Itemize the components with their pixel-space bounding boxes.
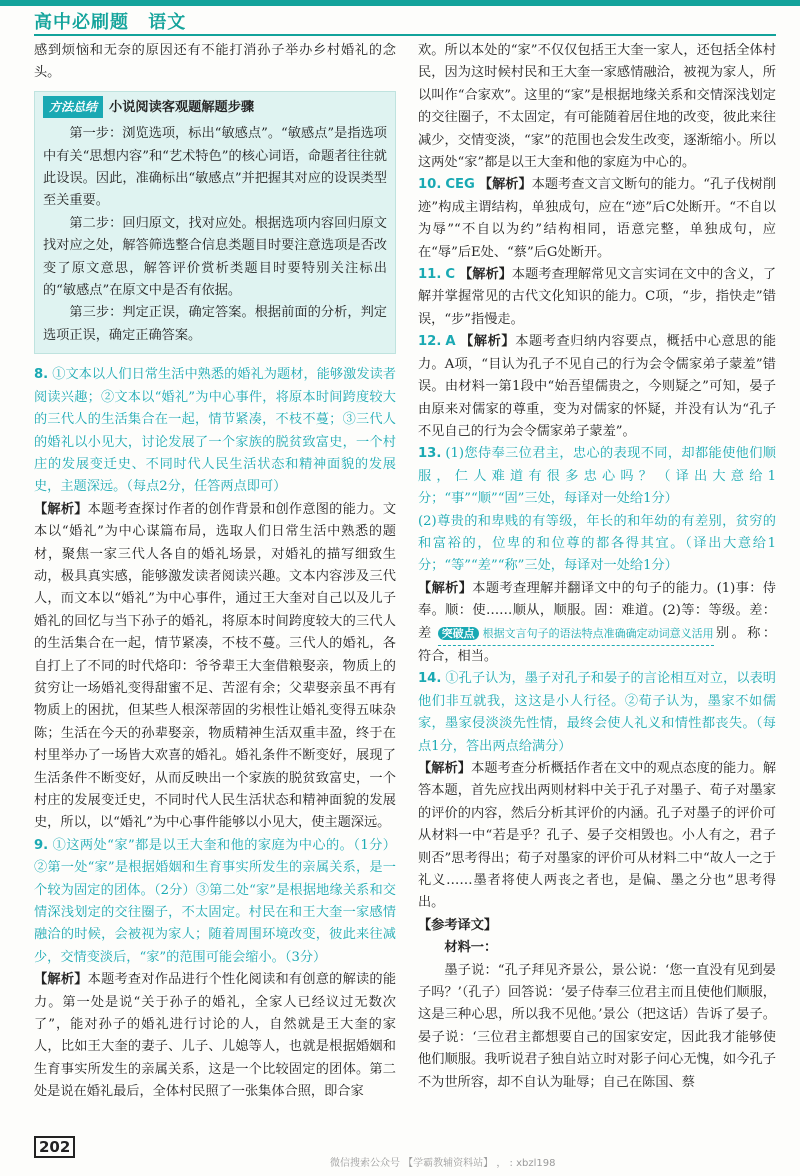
right-column <box>418 40 776 1094</box>
method-summary-title: 小说阅读客观题解题步骤 <box>109 99 255 115</box>
page-number: 202 <box>34 1136 75 1158</box>
material-one-label: 材料一： <box>444 940 498 956</box>
q9-number: 9. <box>34 837 49 853</box>
header-rule <box>34 34 776 36</box>
subject-label: 语文 <box>148 12 187 33</box>
method-step-2: 第二步：回归原文，找对应处。根据选项内容回归原文找对应之处，解答筛选整合信息类题目时要注意选项是否改变了原文意思，解答评价赏析类题目时要特别关注标出的“敏感点”在原文中是否有依据。 <box>43 215 387 299</box>
q8-number: 8. <box>34 367 49 383</box>
method-step-1: 第一步：浏览选项，标出“敏感点”。“敏感点”是指选项中有关“思想内容”和“艺术特色”的核心词语，命题者往往就此设误。因此，准确标出“敏感点”并把握其对应的设误类型至关重要。 <box>43 126 387 209</box>
q11-answer: C <box>445 267 456 283</box>
page-header <box>34 8 198 34</box>
q10-answer: CEG <box>445 177 475 193</box>
left-column <box>34 40 396 1104</box>
focus-badge: 突破点 <box>438 627 479 640</box>
focus-note: 突破点 根据文言句子的语法特点准确确定动词意义活用 <box>438 623 714 646</box>
top-color-bar <box>0 0 800 6</box>
q14-analysis: 【解析】本题考查分析概括作者在文中的观点态度的能力。解答本题，首先应找出两则材料中关于孔子对墨子、荀子对墨家的评价的内容，然后分析其评价的内涵。孔子对墨子的评价可从材料一中“若是乎？孔子、晏子交相毁也。小人有之，君子则否”思考得出；荀子对墨家的评价可从材料二中“故人一之于礼义……墨者将使人两丧之者也，是偏、墨之分也”思考得出。 <box>418 761 777 911</box>
method-summary-box <box>34 91 396 354</box>
q13-answer-2: (2)尊贵的和卑贱的有等级，年长的和年幼的有差别，贫穷的和富裕的，位卑的和位尊的都各得其宜。（译出大意给1分；“等”“差”“称”三处，每译对一处给1分） <box>418 513 776 574</box>
q10-item: 10. CEG 【解析】本题考查文言文断句的能力。“孔子伐树削迹”构成主谓结构，单独成句，应在“迹”后C处断开。“不自以为辱”“不自以为约”结构相同，语意完整，单独成句，应在“辱”后E处、“蔡”后G处断开。 <box>418 177 777 260</box>
q9-analysis: 【解析】本题考查对作品进行个性化阅读和有创意的解读的能力。第一处是说“关于孙子的婚礼，全家人已经议过无数次了”，能对孙子的婚礼进行讨论的人，自然就是王大奎的家人，比如王大奎的妻子、儿子、儿媳等人，也就是根据婚姻和生育事实所发生的亲属关系，这是一个比较固定的团体。第二处是说在婚礼最后，全体村民照了一张集体合照，即合家 <box>34 972 397 1100</box>
q9-analysis-cont: 欢。所以本处的“家”不仅仅包括王大奎一家人，还包括全体村民，因为这时候村民和王大奎一家感情融洽，被视为家人，所以叫作“合家欢”。这里的“家”是根据地缘关系和交情深浅划定的交往圈子，不太固定，有可能随着居住地的改变，彼此来往减少，交情变淡，“家”的范围也会发生改变，逐渐缩小。所以这两处“家”都是以王大奎和他的家庭为中心的。 <box>418 43 776 171</box>
q12-item: 12. A 【解析】本题考查归纳内容要点，概括中心意思的能力。A项，“目认为孔子不见自己的行为会令儒家弟子蒙羞”错误。由材料一第1段中“始吾望儒贵之，今则疑之”可知，晏子由原来对儒家的尊重，变为对儒家的怀疑，并没有认为“孔子不见自己的行为会令儒家弟子蒙羞”。 <box>418 334 777 439</box>
method-step-3: 第三步：判定正误，确定答案。根据前面的分析，判定选项正误，确定正确答案。 <box>43 305 387 343</box>
reference-translation-title: 【参考译文】 <box>418 917 498 933</box>
reference-translation-text: 墨子说：“孔子拜见齐景公，景公说：‘您一直没有见到晏子吗？’（孔子）回答说：‘晏子侍奉三位君主而且使他们顺服，这是三种心思，所以我不见他。’景公（把这话）告诉了晏子。晏子说：‘三位君主都想要自己的国家安定，因此我才能够使他们顺服。我听说君子独自站立时对影子问心无愧，如今孔子不为世所容，却不自认为耻辱；自己在陈国、蔡 <box>418 962 776 1090</box>
q9-answer: 9. ①这两处“家”都是以王大奎和他的家庭为中心的。（1分）②第一处“家”是根据婚姻和生育事实所发生的亲属关系，是一个较为固定的团体。（2分）③第二处“家”是根据地缘关系和交情深浅划定的交往圈子，不太固定。村民在和王大奎一家感情融洽的时候，会被视为家人；随着周围环境改变，彼此来往减少，交情变淡后，“家”的范围可能会缩小。（3分） <box>34 837 396 965</box>
left-intro: 感到烦恼和无奈的原因还有不能打消孙子举办乡村婚礼的念头。 <box>34 43 396 81</box>
q11-item: 11. C 【解析】本题考查理解常见文言实词在文中的含义，了解并掌握常见的古代文化知识的能力。C项，“步，指快走”错误，“步”指慢走。 <box>418 267 777 327</box>
q14-answer: 14. ①孔子认为，墨子对孔子和晏子的言论相互对立，以表明他们非互就我，这这是小人行径。②荀子认为，墨家不如儒家，墨家侵淡淡先性情，最终会使人礼义和情性都丧失。（每点1分，答出两点给满分） <box>418 671 776 754</box>
q8-analysis: 【解析】本题考查探讨作者的创作背景和创作意图的能力。文本以“婚礼”为中心谋篇布局，选取人们日常生活中熟悉的题材，聚焦一家三代人各自的婚礼场景，对婚礼的描写细致生动，极具真实感，能够激发读者阅读兴趣。文本内容涉及三代人，而文本以“婚礼”为中心事件，通过王大奎对自己以及儿子婚礼的回忆与当下孙子的婚礼，将原本时间跨度较大的三代人的生活集合在一起，情节紧凑，不枝不蔓。三代人的婚礼，各自打上了不同的时代烙印：爷爷辈王大奎借粮娶亲，物质上的贫穷让一场婚礼变得甜蜜不足、苦涩有余；父辈娶亲虽不再有物质上的困扰，但某些人根深蒂固的劣根性让婚礼变得五味杂陈；生活在今天的孙辈娶亲，物质精神生活双重丰盈，终于在村里举办了一场皆大欢喜的婚礼。婚礼条件不断变好，展现了生活条件不断变好，从而反映出一个家族的脱贫致富史，一个村庄的发展变迁史，不同时代人民生活状态和精神面貌的发展史，所以，以“婚礼”为中心事件能够以小见大，使主题深远。 <box>34 501 397 831</box>
q8-answer: 8. ①文本以人们日常生活中熟悉的婚礼为题材，能够激发读者阅读兴趣；②文本以“婚礼”为中心事件，将原本时间跨度较大的三代人的生活集合在一起，情节紧凑，不枝不蔓；③三代人的婚礼以小见大，讨论发展了一个家族的脱贫致富史，一个村庄的发展变迁史、不同时代人民生活状态和精神面貌的发展史，主题深远。（每点2分，任答两点即可） <box>34 367 396 495</box>
q12-answer: A <box>445 334 456 350</box>
book-title: 高中必刷题 <box>34 12 129 33</box>
q13-analysis: 【解析】本题考查理解并翻译文中的句子的能力。(1)事：侍奉。顺：使……顺从，顺服。固：难道。(2)等：等级。差：差 突破点 根据文言句子的语法特点准确确定动词意义活用别。称：符合，相当。 <box>418 580 777 664</box>
method-summary-tag: 方法总结 <box>43 96 103 118</box>
q13-answer-1: 13. (1)您侍奉三位君主，忠心的表现不同，却都能使他们顺服，仁人难道有很多忠心吗？（译出大意给1分；“事”“顺”“固”三处，每译对一处给1分） <box>418 446 776 507</box>
footer-watermark: 微信搜索公众号 【学霸教辅资料站】 ， : xbzl198 <box>330 1158 556 1169</box>
